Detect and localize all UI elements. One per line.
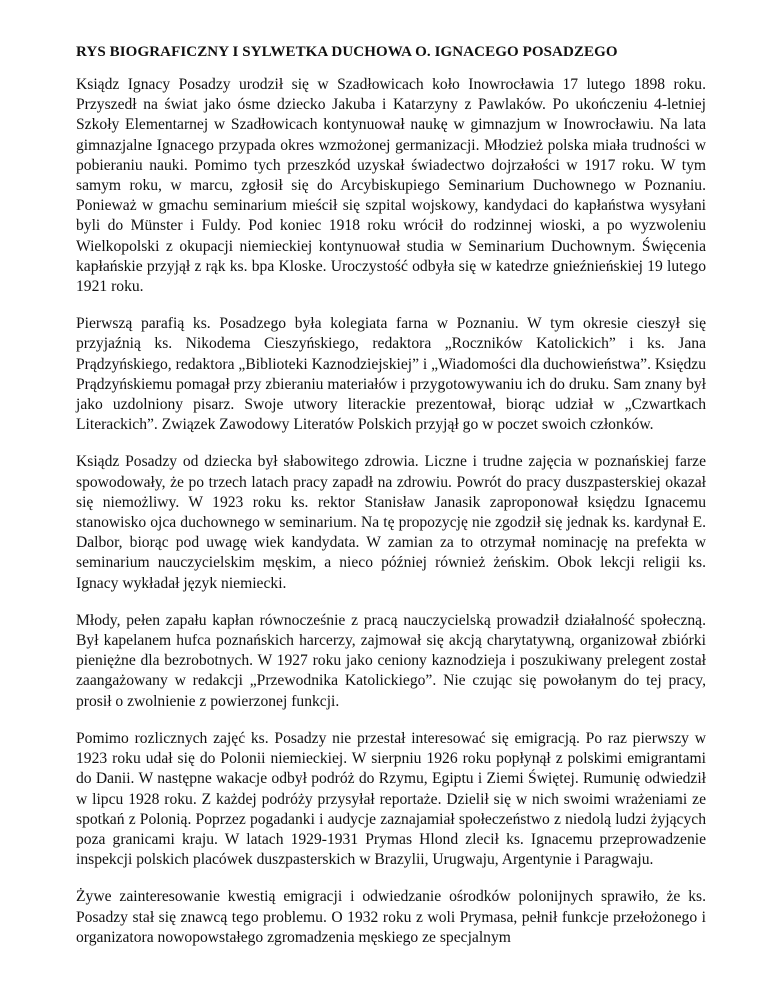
paragraph-4: Młody, pełen zapału kapłan równocześnie z pracą nauczycielską prowadził działalność społeczną. Był kapelanem hufca poznańskich harcerzy, zajmował się akcją charytatywną, organizował zbiórki pieniężne dla bezrobotnych. W 1927 roku jako ceniony kaznodzieja i poszukiwany prelegent został zaangażowany w redakcji „Przewodnika Katolickiego”. Nie czując się powołanym do tej pracy, prosił o zwolnienie z powierzonej funkcji. — [76, 611, 706, 710]
paragraph-5: Pomimo rozlicznych zajęć ks. Posadzy nie przestał interesować się emigracją. Po raz pierwszy w 1923 roku udał się do Polonii niemieckiej. W sierpniu 1926 roku popłynął z polskimi emigrantami do Danii. W następne wakacje odbył podróż do Rzymu, Egiptu i Ziemi Świętej. Rumunię odwiedził w lipcu 1928 roku. Z każdej podróży przysyłał reportaże. Dzielił się w nich swoimi wrażeniami ze spotkań z Polonią. Poprzez pogadanki i audycje zaznajamiał społeczeństwo z niedolą ludzi żyjących poza granicami kraju. W latach 1929-1931 Prymas Hlond zlecił ks. Ignacemu przeprowadzenie inspekcji polskich placówek duszpasterskich w Brazylii, Urugwaju, Argentynie i Paragwaju. — [76, 729, 706, 869]
document-title: RYS BIOGRAFICZNY I SYLWETKA DUCHOWA O. IGNACEGO POSADZEGO — [76, 44, 618, 60]
paragraph-3: Ksiądz Posadzy od dziecka był słabowitego zdrowia. Liczne i trudne zajęcia w poznańskiej farze spowodowały, że po trzech latach pracy zapadł na zdrowiu. Powrót do pracy duszpasterskiej okazał się niemożliwy. W 1923 roku ks. rektor Stanisław Janasik zaproponował księdzu Ignacemu stanowisko ojca duchownego w seminarium. Na tę propozycję nie zgodził się jednak ks. kardynał E. Dalbor, biorąc pod uwagę wiek kandydata. W zamian za to otrzymał nominację na prefekta w seminarium nauczycielskim męskim, a nieco później również żeńskim. Obok lekcji religii ks. Ignacy wykładał język niemiecki. — [76, 453, 706, 592]
paragraph-6: Żywe zainteresowanie kwestią emigracji i odwiedzanie ośrodków polonijnych sprawiło, że ks. Posadzy stał się znawcą tego problemu. O 1932 roku z woli Prymasa, pełnił funkcje przełożonego i organizatora nowopowstałego zgromadzenia męskiego ze specjalnym — [76, 888, 706, 946]
paragraph-2: Pierwszą parafią ks. Posadzego była kolegiata farna w Poznaniu. W tym okresie cieszył się przyjaźnią ks. Nikodema Cieszyńskiego, redaktora „Roczników Katolickich” i ks. Jana Prądzyńskiego, redaktora „Biblioteki Kaznodziejskiej” i „Wiadomości dla duchowieństwa”. Księdzu Prądzyńskiemu pomagał przy zbieraniu materiałów i przygotowywaniu ich do druku. Sam znany był jako uzdolniony pisarz. Swoje utwory literackie prezentował, biorąc udział w „Czwartkach Literackich”. Związek Zawodowy Literatów Polskich przyjął go w poczet swoich członków. — [76, 315, 706, 434]
paragraph-1: Ksiądz Ignacy Posadzy urodził się w Szadłowicach koło Inowrocławia 17 lutego 1898 roku. Przyszedł na świat jako ósme dziecko Jakuba i Katarzyny z Pawlaków. Po ukończeniu 4-letniej Szkoły Elementarnej w Szadłowicach kontynuował naukę w gimnazjum w Inowrocławiu. Na lata gimnazjalne Ignacego przypada okres wzmożonej germanizacji. Młodzież polska miała trudności w pobieraniu nauki. Pomimo tych przeszkód uzyskał świadectwo dojrzałości w 1917 roku. W tym samym roku, w marcu, zgłosił się do Arcybiskupiego Seminarium Duchownego w Poznaniu. Ponieważ w gmachu seminarium mieścił się szpital wojskowy, kandydaci do kapłaństwa wysyłani byli do Münster i Fuldy. Pod koniec 1918 roku wrócił do rodzinnej wioski, a po wyzwoleniu Wielkopolski z okupacji niemieckiej kontynuował studia w Seminarium Duchownym. Święcenia kapłańskie przyjął z rąk ks. bpa Kloske. Uroczystość odbyła się w katedrze gnieźnieńskiej 19 lutego 1921 roku. — [76, 76, 706, 296]
